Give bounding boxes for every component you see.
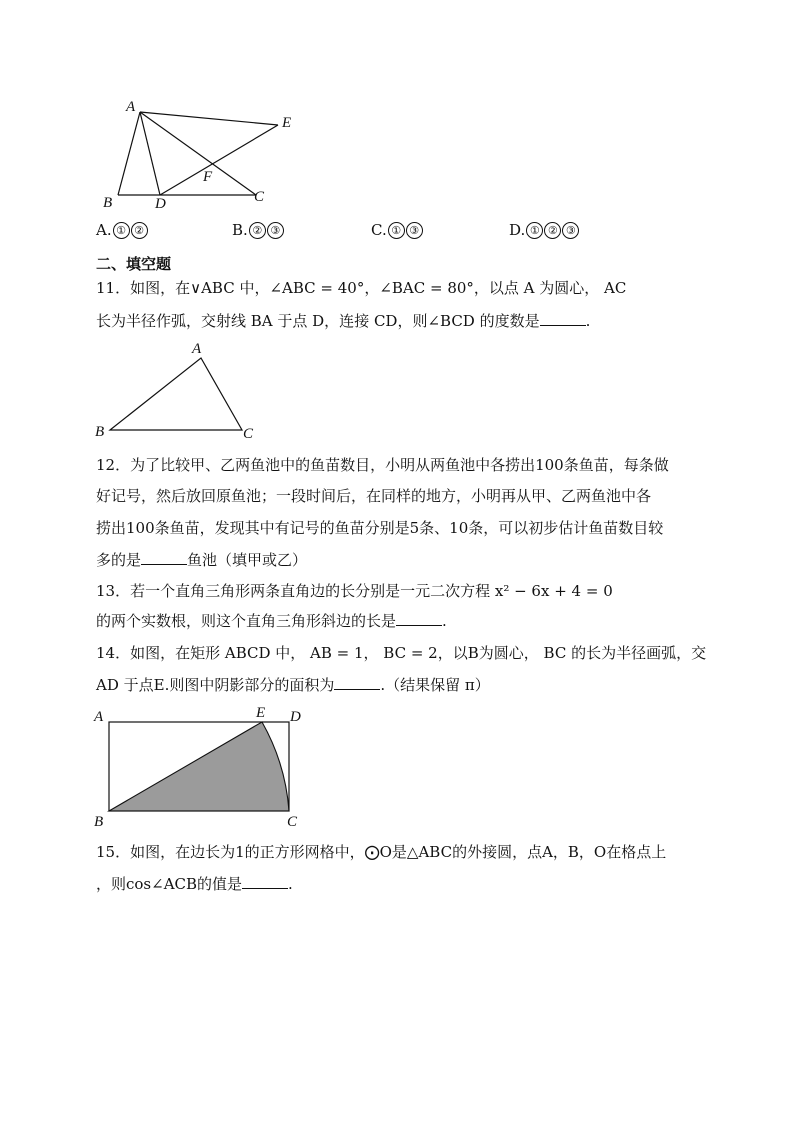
- q15-line1: 15．如图，在边长为1的正方形网格中，⨀O是△ABC的外接圆，点A，B，O在格点上: [96, 843, 667, 861]
- q12-line4-end: 鱼池（填甲或乙）: [187, 551, 308, 569]
- q13-line2-text: 的两个实数根，则这个直角三角形斜边的长是: [96, 612, 397, 630]
- answer-blank: [141, 550, 187, 565]
- circled-number: ①: [113, 222, 130, 239]
- q15-line2-end: .: [288, 875, 293, 893]
- option-b: [232, 221, 284, 239]
- q11-line2-text: 长为半径作弧，交射线 BA 于点 D，连接 CD，则∠BCD 的度数是: [96, 312, 540, 330]
- label-D: D: [155, 196, 166, 212]
- q13-line1: 13．若一个直角三角形两条直角边的长分别是一元二次方程 x² − 6x + 4 = 0: [96, 582, 613, 600]
- option-c: [371, 221, 423, 239]
- label-B: B: [103, 195, 113, 211]
- q14-line2-end: .（结果保留 π）: [380, 676, 490, 694]
- label-C: C: [243, 426, 254, 442]
- q11-line1: 11．如图，在∨ABC 中，∠ABC = 40°，∠BAC = 80°，以点 A 为圆心， AC: [96, 279, 627, 297]
- circled-number: ③: [406, 222, 423, 239]
- q12-line2: 好记号，然后放回原鱼池；一段时间后，在同样的地方，小明再从甲、乙两鱼池中各: [96, 487, 652, 505]
- answer-blank: [334, 675, 380, 690]
- shaded-sector: [109, 722, 289, 811]
- figure-q10: [96, 92, 306, 214]
- option-d: [509, 221, 579, 239]
- circled-number: ①: [526, 222, 543, 239]
- label-A: A: [192, 341, 202, 357]
- circled-number: ③: [562, 222, 579, 239]
- label-B: B: [94, 814, 104, 830]
- label-C: C: [254, 189, 265, 205]
- label-B: B: [95, 424, 105, 440]
- circled-number: ③: [267, 222, 284, 239]
- q11-line2: [96, 311, 590, 331]
- label-E: E: [282, 115, 292, 131]
- q15-line2: [96, 874, 293, 894]
- label-C: C: [287, 814, 298, 830]
- figure-q11: [90, 338, 270, 444]
- figure-q10-lines: [118, 112, 278, 195]
- section-title: 二、填空题: [96, 255, 172, 273]
- q14-line1: 14．如图，在矩形 ABCD 中， AB = 1， BC = 2，以B为圆心， BC 的长为半径画弧，交: [96, 644, 707, 662]
- q14-line2: [96, 675, 490, 695]
- label-A: A: [126, 99, 136, 115]
- label-E: E: [256, 705, 266, 721]
- q13-line2-end: .: [442, 612, 447, 630]
- label-F: F: [203, 169, 213, 185]
- q13-line2: [96, 611, 447, 631]
- q11-line2-end: .: [585, 312, 591, 330]
- q12-line4: [96, 550, 307, 570]
- circled-number: ②: [131, 222, 148, 239]
- q12-line3: 捞出100条鱼苗，发现其中有记号的鱼苗分别是5条、10条，可以初步估计鱼苗数目较: [96, 519, 664, 537]
- label-A: A: [94, 709, 104, 725]
- answer-blank: [242, 874, 288, 889]
- option-d-label: D.: [509, 221, 526, 239]
- q12-line1: 12．为了比较甲、乙两鱼池中的鱼苗数目，小明从两鱼池中各捞出100条鱼苗，每条做: [96, 456, 669, 474]
- circled-number: ②: [544, 222, 561, 239]
- q14-line2-text: AD 于点E.则图中阴影部分的面积为: [96, 676, 335, 694]
- triangle-abc: [110, 358, 242, 430]
- label-D: D: [290, 709, 301, 725]
- circled-number: ①: [388, 222, 405, 239]
- option-a-label: A.: [96, 221, 112, 239]
- q12-line4-text: 多的是: [96, 551, 142, 569]
- figure-q14: [90, 700, 320, 832]
- circled-number: ②: [249, 222, 266, 239]
- option-c-label: C.: [371, 221, 387, 239]
- q15-line2-text: ，则cos∠ACB的值是: [96, 875, 243, 893]
- answer-blank: [540, 311, 586, 326]
- option-b-label: B.: [232, 221, 248, 239]
- option-a: [96, 221, 148, 239]
- answer-blank: [396, 611, 442, 626]
